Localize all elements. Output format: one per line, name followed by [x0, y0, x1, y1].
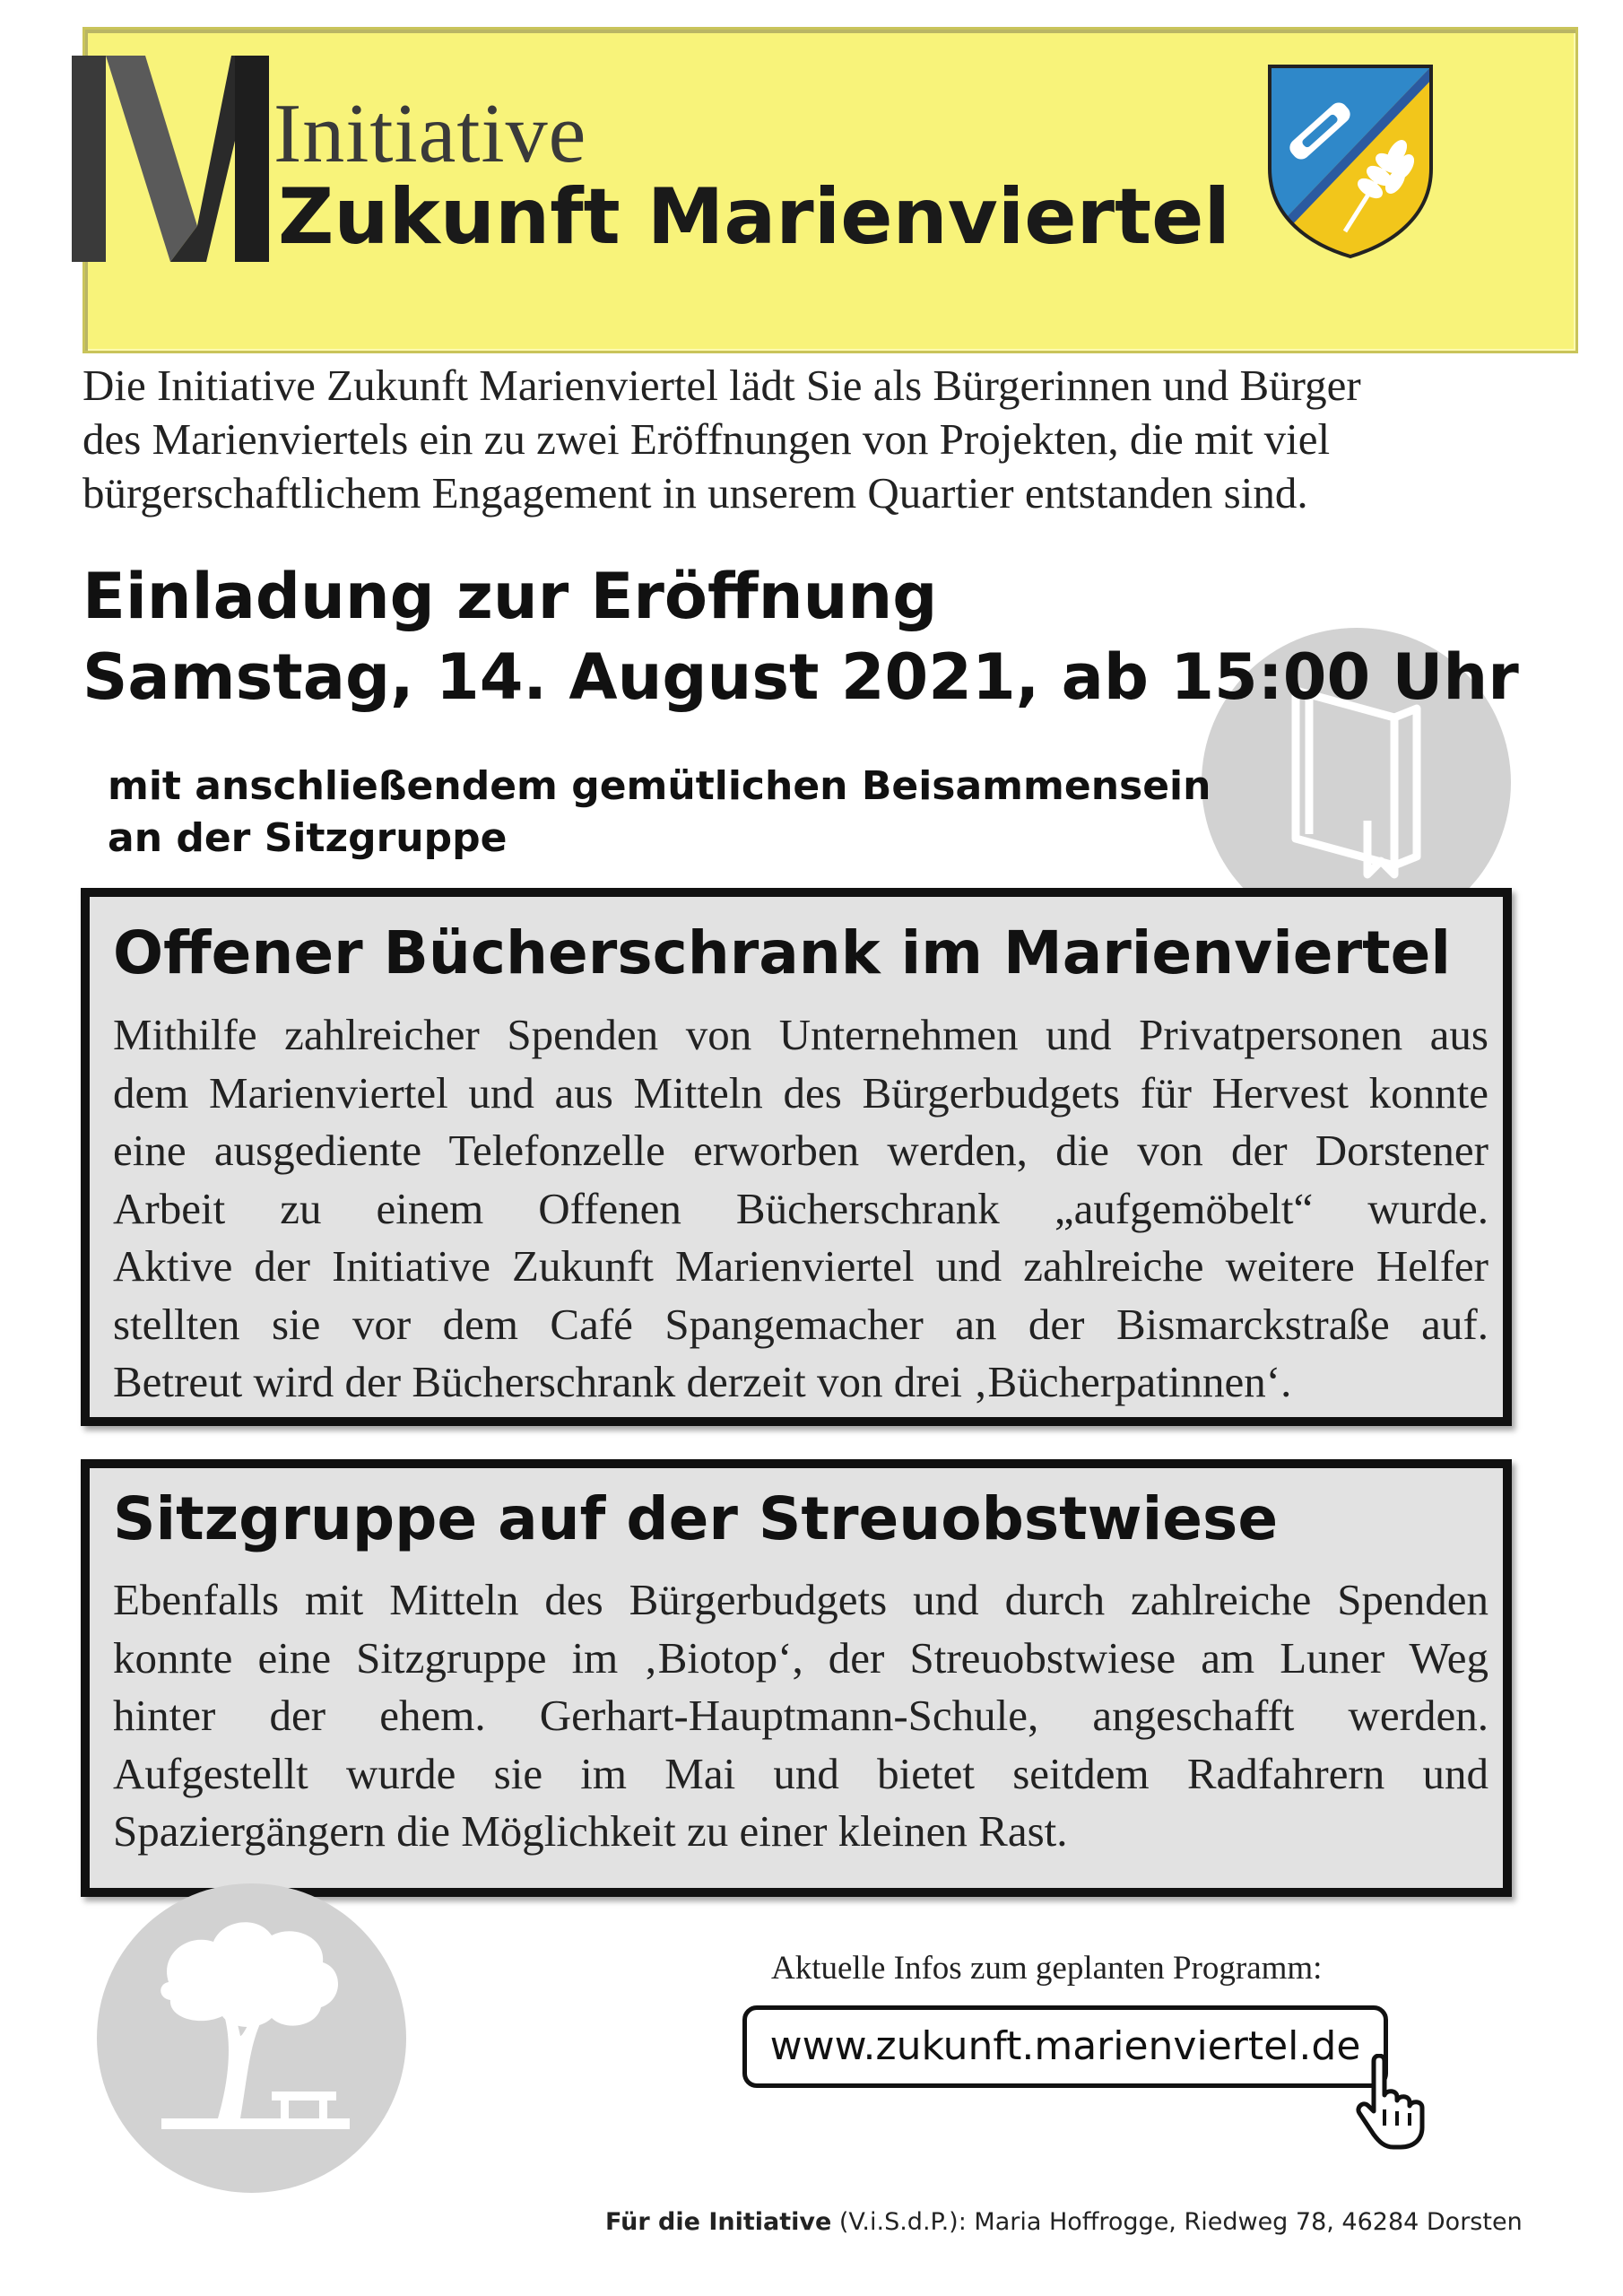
text-line: Mithilfe zahlreicher Spenden von Unternehmen und Privatpersonen aus — [113, 1010, 1488, 1059]
intro-line: des Marienviertels ein zu zwei Eröffnungen von Projekten, die mit viel — [82, 414, 1331, 464]
tree-circle — [97, 1883, 406, 2193]
hand-cursor-icon — [1354, 2054, 1444, 2152]
project-title: Offener Bücherschrank im Marienviertel — [113, 918, 1452, 987]
imprint-details: (V.i.S.d.P.): Maria Hoffrogge, Riedweg 78, 46284 Dorsten — [831, 2208, 1523, 2236]
text-line: eine ausgediente Telefonzelle erworben werden, die von der Dorstener — [113, 1126, 1488, 1175]
intro-paragraph — [82, 359, 1544, 520]
text-line: Spaziergängern die Möglichkeit zu einer kleinen Rast. — [113, 1806, 1068, 1856]
logo-text-initiative: Initiative — [273, 87, 587, 180]
coat-of-arms-icon — [1264, 61, 1436, 260]
website-url[interactable]: www.zukunft.marienviertel.de — [769, 2023, 1361, 2069]
intro-line: bürgerschaftlichem Engagement in unserem Quartier entstanden sind. — [82, 468, 1308, 517]
project-box-bookshelf — [81, 888, 1512, 1426]
logo-m-icon — [72, 56, 269, 262]
invitation-title: Einladung zur Eröffnung — [82, 560, 938, 633]
text-line: konnte eine Sitzgruppe im ‚Biotop‘, der Streuobstwiese am Luner Weg — [113, 1632, 1488, 1683]
website-link[interactable] — [742, 2005, 1388, 2088]
program-info-label: Aktuelle Infos zum geplanten Programm: — [771, 1950, 1323, 1987]
invitation-sub-line: an der Sitzgruppe — [108, 815, 508, 861]
invitation-heading — [82, 556, 1519, 718]
tree-bench-icon — [97, 1883, 406, 2193]
invitation-sub-line: mit anschließendem gemütlichen Beisammensein — [108, 763, 1211, 809]
text-line: Arbeit zu einem Offenen Bücherschrank „aufgemöbelt“ wurde. — [113, 1183, 1488, 1233]
project-description — [113, 1006, 1488, 1412]
text-line: hinter der ehem. Gerhart-Hauptmann-Schule, angeschafft werden. — [113, 1691, 1488, 1740]
project-title: Sitzgruppe auf der Streuobstwiese — [113, 1484, 1279, 1553]
project-box-seating — [81, 1459, 1512, 1897]
text-line: Betreut wird der Bücherschrank derzeit von drei ‚Bücherpatinnen‘. — [113, 1357, 1292, 1406]
invitation-date: Samstag, 14. August 2021, ab 15:00 Uhr — [82, 640, 1519, 714]
invitation-subheading — [108, 761, 1211, 865]
text-line: dem Marienviertel und aus Mitteln des Bürgerbudgets für Hervest konnte — [113, 1067, 1488, 1118]
imprint — [605, 2208, 1523, 2236]
logo-text-name: Zukunft Marienviertel — [278, 172, 1230, 262]
text-line: stellten sie vor dem Café Spangemacher an der Bismarckstraße auf. — [113, 1299, 1488, 1349]
intro-line: Die Initiative Zukunft Marienviertel lädt Sie als Bürgerinnen und Bürger — [82, 361, 1361, 410]
imprint-label: Für die Initiative — [605, 2208, 832, 2236]
text-line: Ebenfalls mit Mitteln des Bürgerbudgets und durch zahlreiche Spenden — [113, 1575, 1488, 1624]
text-line: Aktive der Initiative Zukunft Marienviertel und zahlreiche weitere Helfer — [113, 1241, 1488, 1291]
project-description — [113, 1571, 1488, 1861]
text-line: Aufgestellt wurde sie im Mai und bietet seitdem Radfahrern und — [113, 1748, 1488, 1798]
